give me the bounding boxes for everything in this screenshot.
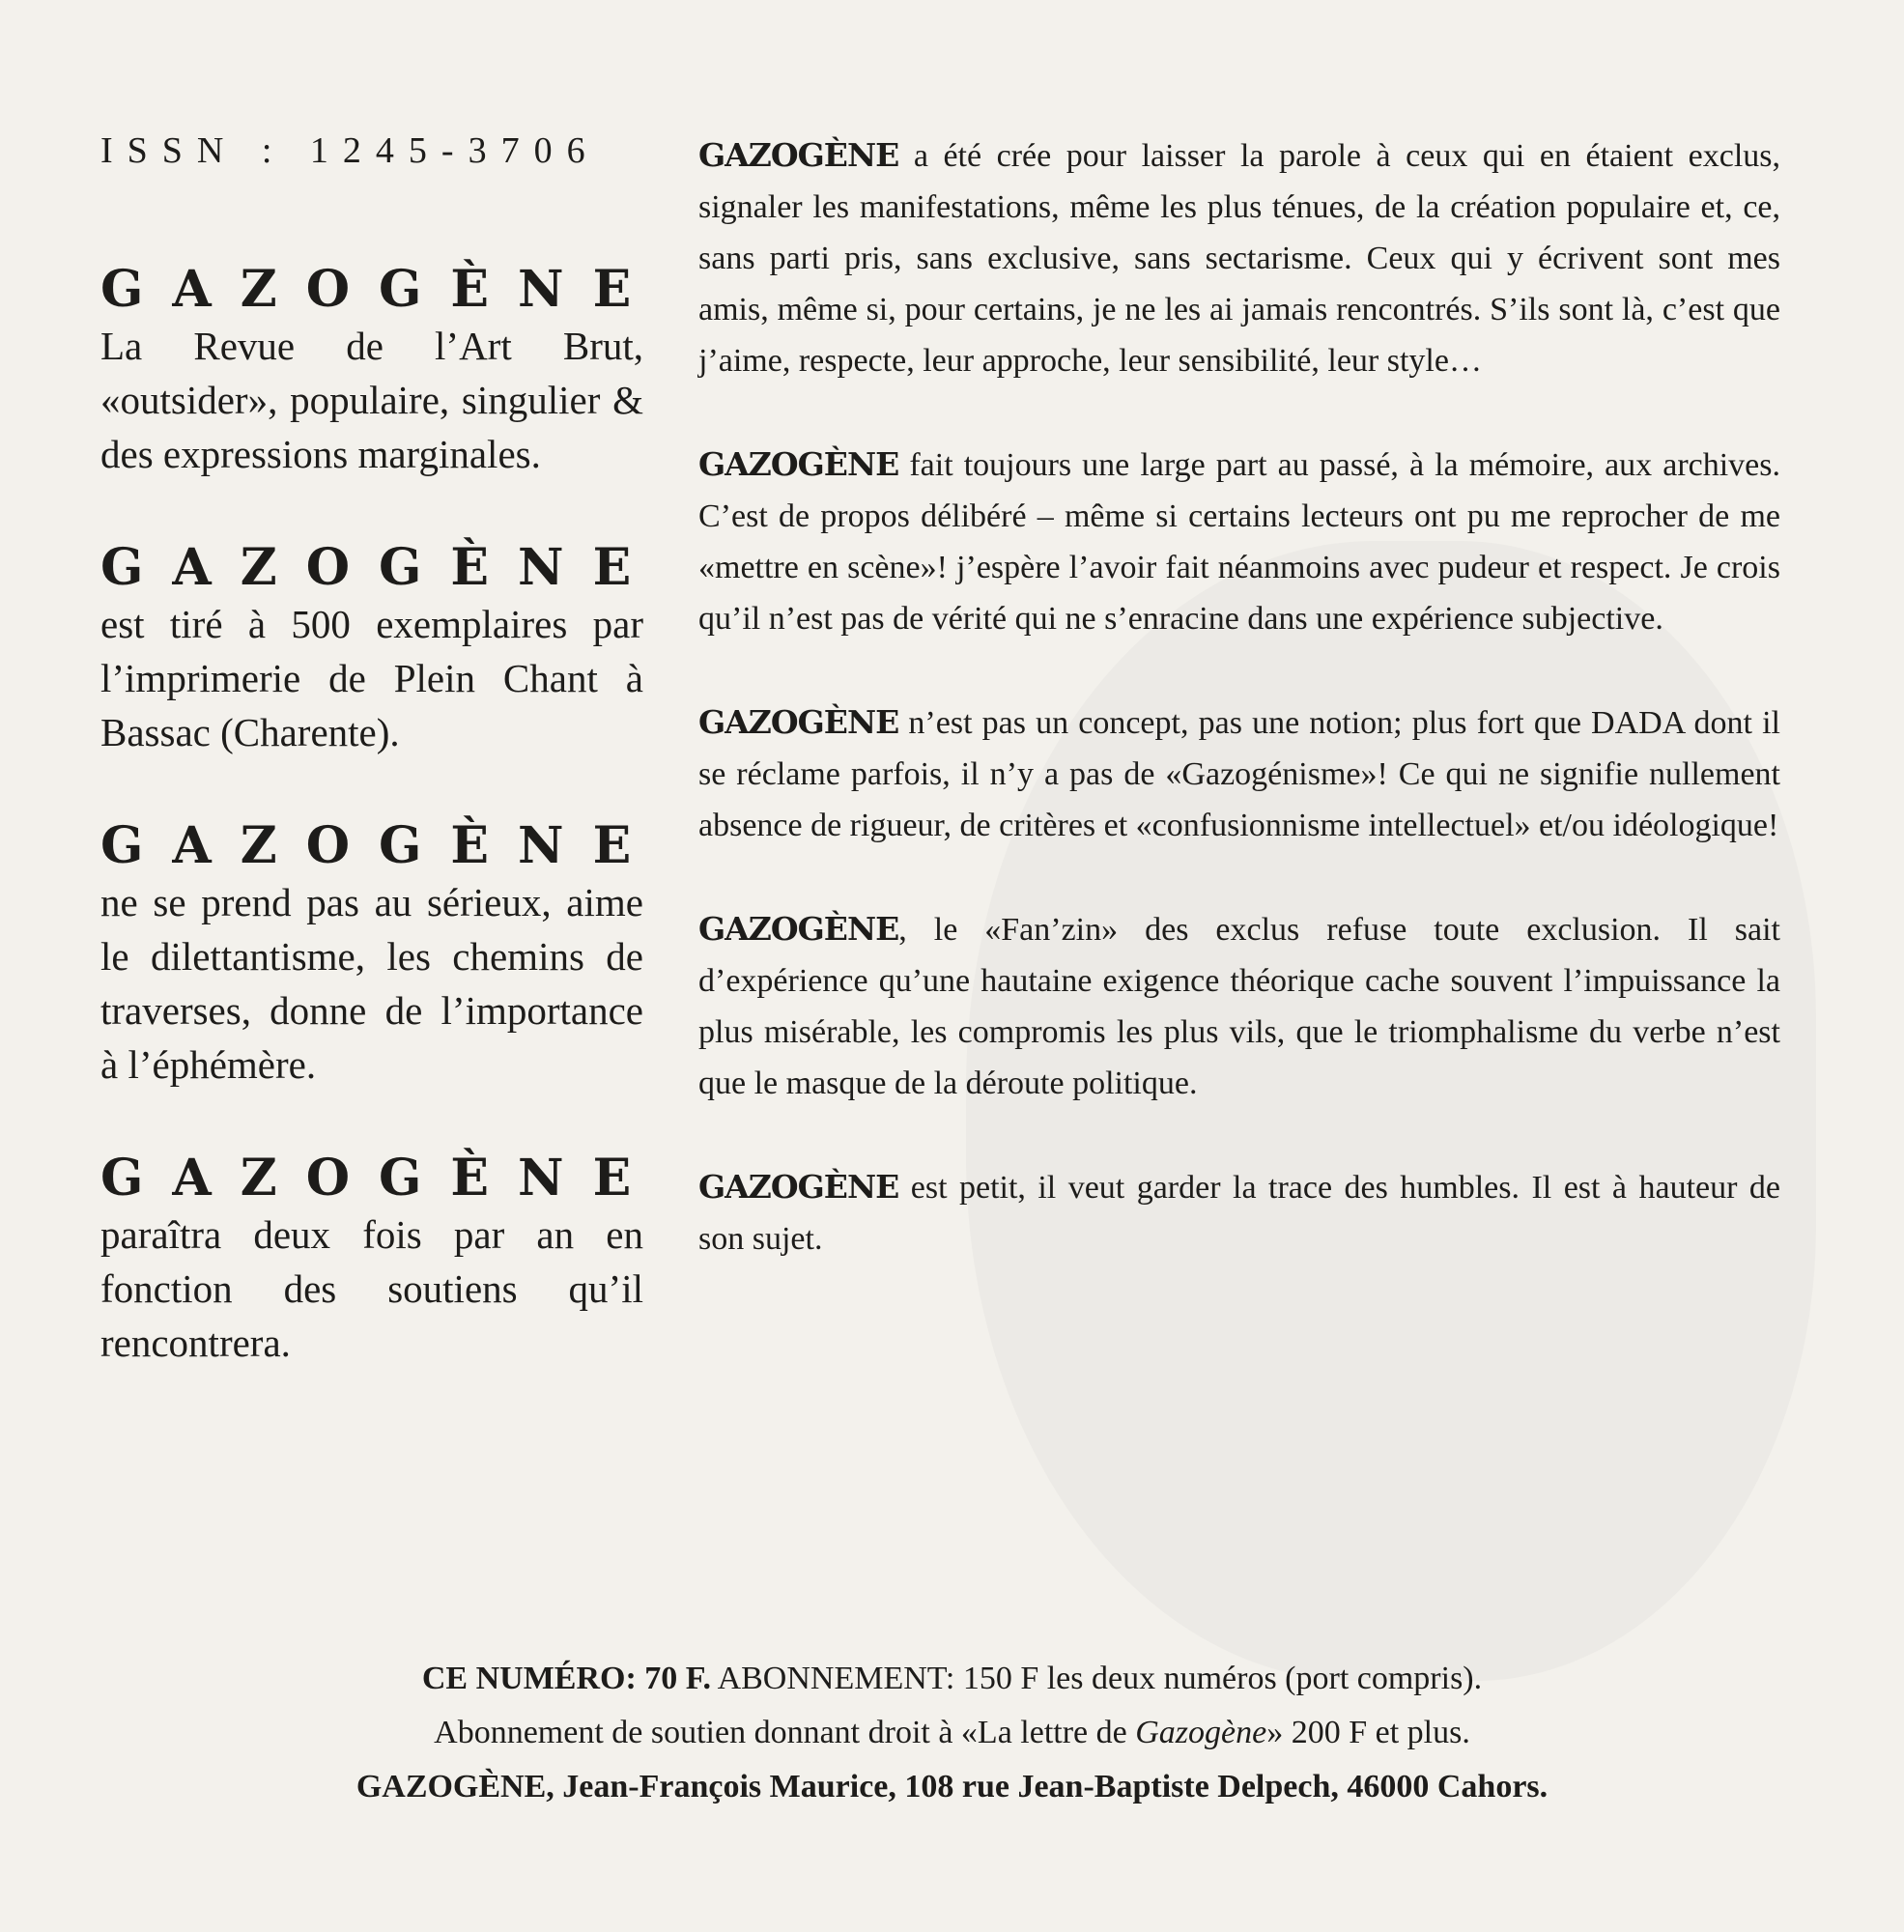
right-paragraph [698, 696, 1780, 851]
right-paragraph [698, 439, 1780, 644]
brand-inline: GAZOGÈNE [698, 1168, 899, 1206]
brand-logo: GAZOGÈNE [100, 816, 661, 875]
right-paragraph [698, 1161, 1780, 1264]
support-prefix: Abonnement de soutien donnant droit à «La lettre de [434, 1715, 1136, 1750]
paragraph-text: a été crée pour laisser la parole à ceux qui en étaient exclus, signaler les manifestations, même les plus ténues, de la création populaire et, ce, sans parti pris, sans exclusive, sans sectarisme. Ceux qui y écrivent sont mes amis, même si, pour certains, je ne les ai jamais rencontrés. S’ils sont là, c’est que j’aime, respecte, leur approche, leur sensibilité, leur style… [698, 138, 1780, 379]
price-line [0, 1652, 1904, 1706]
left-block [100, 260, 661, 481]
left-block [100, 1149, 661, 1370]
paragraph-text: n’est pas un concept, pas une notion; plus fort que DADA dont il se réclame parfois, il n’y a pas de «Gazogénisme»! Ce qui ne signifie nullement absence de rigueur, de critères et «confusionnisme intellectuel» et/ou idéologique! [698, 705, 1780, 843]
brand-inline: GAZOGÈNE [698, 136, 899, 174]
left-block-text: La Revue de l’Art Brut, «outsider», populaire, singulier & des expressions marginales. [100, 324, 643, 476]
address-line [0, 1760, 1904, 1814]
left-column [100, 260, 661, 1428]
paragraph-text: fait toujours une large part au passé, à la mémoire, aux archives. C’est de propos délibéré – même si certains lecteurs ont pu me reprocher de me «mettre en scène»! j’espère l’avoir fait néanmoins avec pudeur et respect. Je crois qu’il n’est pas de vérité qui ne s’enracine dans une expérience subjective. [698, 447, 1780, 637]
support-italic: Gazogène [1135, 1715, 1267, 1750]
price-label: CE NUMÉRO: 70 F. [421, 1661, 711, 1696]
left-block-text: est tiré à 500 exemplaires par l’imprimerie de Plein Chant à Bassac (Charente). [100, 602, 643, 754]
issn-number: ISSN : 1245-3706 [100, 130, 600, 171]
left-block [100, 816, 661, 1092]
left-block [100, 538, 661, 759]
brand-logo: GAZOGÈNE [100, 538, 661, 597]
brand-inline: GAZOGÈNE [355, 1769, 547, 1804]
right-paragraph [698, 129, 1780, 386]
right-column [698, 129, 1780, 1317]
brand-logo: GAZOGÈNE [100, 1149, 661, 1208]
brand-logo: GAZOGÈNE [100, 260, 661, 319]
support-line [0, 1706, 1904, 1760]
subscription-text: ABONNEMENT: 150 F les deux numéros (port compris). [710, 1661, 1483, 1696]
footer [0, 1652, 1904, 1814]
brand-inline: GAZOGÈNE [698, 703, 899, 741]
left-block-text: ne se prend pas au sérieux, aime le dilettantisme, les chemins de traverses, donne de l’importance à l’éphémère. [100, 880, 643, 1087]
paragraph-text: est petit, il veut garder la trace des humbles. Il est à hauteur de son sujet. [698, 1170, 1780, 1257]
brand-inline: GAZOGÈNE [698, 910, 899, 948]
support-suffix: » 200 F et plus. [1266, 1715, 1470, 1750]
address-text: , Jean-François Maurice, 108 rue Jean-Baptiste Delpech, 46000 Cahors. [546, 1769, 1549, 1804]
paragraph-text: , le «Fan’zin» des exclus refuse toute exclusion. Il sait d’expérience qu’une hautaine exigence théorique cache souvent l’impuissance la plus misérable, les compromis les plus vils, que le triomphalisme du verbe n’est que le masque de la déroute politique. [698, 912, 1780, 1101]
left-block-text: paraîtra deux fois par an en fonction des soutiens qu’il rencontrera. [100, 1212, 643, 1365]
right-paragraph [698, 903, 1780, 1109]
brand-inline: GAZOGÈNE [698, 445, 899, 483]
